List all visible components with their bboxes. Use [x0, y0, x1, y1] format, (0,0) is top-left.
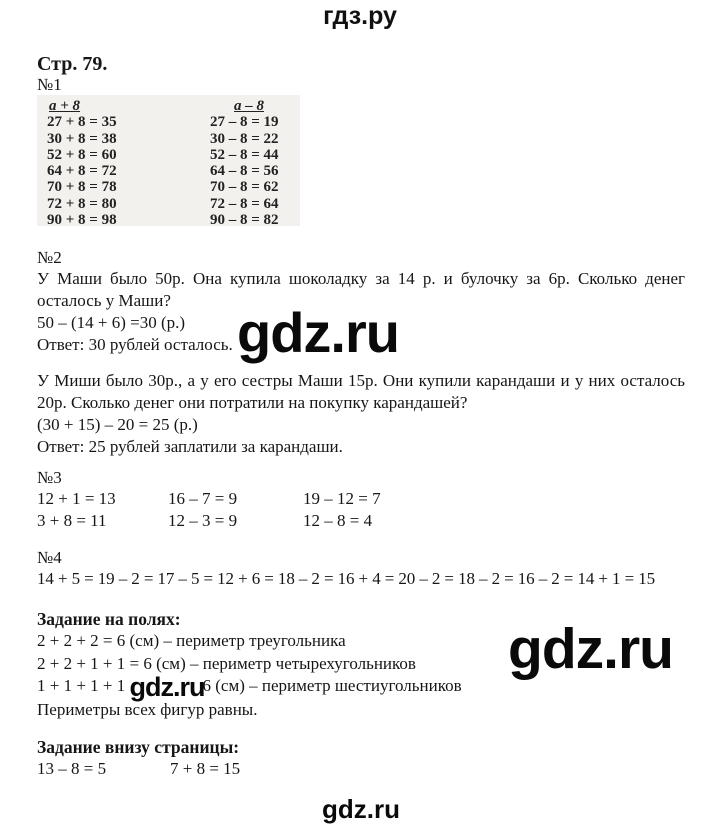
task4-label: №4: [37, 548, 62, 567]
equation: 16 – 7 = 9: [168, 489, 238, 508]
task1-scanned-table: [37, 95, 300, 226]
task1-label: №1: [37, 75, 62, 94]
equation: 30 – 8 = 22: [210, 130, 279, 147]
task2-problem2-answer: Ответ: 25 рублей заплатили за карандаши.: [37, 437, 343, 456]
margin-task-title: Задание на полях:: [37, 609, 181, 629]
task1-left-header: a + 8: [49, 98, 81, 114]
gdz-watermark-inline: gdz.ru: [129, 672, 205, 702]
equation: 12 – 3 = 9: [168, 511, 238, 530]
equation: 7 + 8 = 15: [170, 759, 241, 778]
gdz-watermark-side: gdz.ru: [508, 617, 673, 681]
margin-task-line1: 2 + 2 + 2 = 6 (см) – периметр треугольника: [37, 631, 346, 650]
equation: 90 – 8 = 82: [210, 212, 279, 226]
equation: 19 – 12 = 7: [303, 489, 381, 508]
task2-problem1-text: У Маши было 50р. Она купила шоколадку за 14 р. и булочку за 6р. Сколько денег осталось у Маши?: [37, 269, 685, 310]
equation: 12 + 1 = 13: [37, 489, 116, 508]
bottom-task-equations: [37, 758, 685, 780]
task4-equation-chain: 14 + 5 = 19 – 2 = 17 – 5 = 12 + 6 = 18 – 2 = 16 + 4 = 20 – 2 = 18 – 2 = 16 – 2 = 14 + 1 = 15: [37, 569, 656, 588]
equation: 27 – 8 = 19: [210, 114, 279, 131]
task3-equations: [37, 488, 685, 532]
equation: 13 – 8 = 5: [37, 759, 107, 778]
task1-right-header: a – 8: [234, 98, 264, 114]
gdz-logo-bottom: gdz.ru: [322, 794, 400, 824]
equation: 52 + 8 = 60: [47, 146, 117, 163]
equation: 27 + 8 = 35: [47, 114, 117, 131]
margin-task-line3-start: 1 + 1 + 1 + 1: [37, 676, 130, 695]
equation: 3 + 8 = 11: [37, 511, 107, 530]
task1-column-plus: [47, 98, 210, 226]
equation: 70 – 8 = 62: [210, 179, 279, 196]
equation: 70 + 8 = 78: [47, 179, 117, 196]
task2-problem1-solution: 50 – (14 + 6) =30 (р.): [37, 313, 186, 332]
task2-problem2-solution: (30 + 15) – 20 = 25 (р.): [37, 415, 198, 434]
gdz-watermark-large: gdz.ru: [237, 301, 399, 364]
equation: 52 – 8 = 44: [210, 146, 279, 163]
task3-label: №3: [37, 468, 62, 487]
bottom-task-title: Задание внизу страницы:: [37, 737, 240, 757]
equation: 72 + 8 = 80: [47, 195, 117, 212]
task1-column-minus: [210, 98, 300, 226]
gdz-logo-top: гдз.ру: [323, 2, 397, 30]
margin-task-line2: 2 + 2 + 1 + 1 = 6 (см) – периметр четырехугольников: [37, 653, 416, 673]
margin-task-conclusion: Периметры всех фигур равны.: [37, 699, 258, 719]
equation: 90 + 8 = 98: [47, 212, 117, 226]
equation: 64 – 8 = 56: [210, 163, 279, 180]
task2-label: №2: [37, 248, 62, 267]
equation: 64 + 8 = 72: [47, 163, 117, 180]
equation: 72 – 8 = 64: [210, 195, 279, 212]
equation: 30 + 8 = 38: [47, 130, 117, 147]
task2-problem2-text: У Миши было 30р., а у его сестры Маши 15р. Они купили карандаши и у них осталось 20р. Сколько денег они потратили на покупку карандашей?: [37, 371, 685, 412]
task2-problem1-answer: Ответ: 30 рублей осталось.: [37, 335, 233, 354]
margin-task-line3-end: 6 (см) – периметр шестиугольников: [202, 676, 462, 695]
equation: 12 – 8 = 4: [303, 511, 373, 530]
page-title: Стр. 79.: [37, 53, 108, 75]
